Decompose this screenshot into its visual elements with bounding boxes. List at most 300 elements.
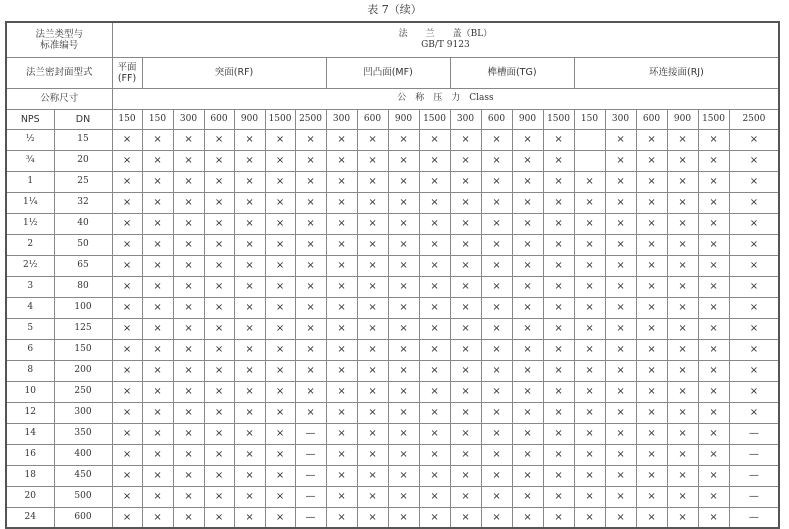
mark-cell: ×: [512, 276, 543, 297]
mark-cell: ×: [173, 129, 204, 150]
class-header: 600: [204, 109, 234, 129]
mark-cell: ×: [326, 255, 357, 276]
mark-cell: ×: [450, 171, 481, 192]
mark-cell: ×: [667, 381, 698, 402]
mark-cell: ×: [295, 192, 326, 213]
class-header: 300: [326, 109, 357, 129]
mark-cell: ×: [574, 213, 605, 234]
mark-cell: ×: [605, 234, 636, 255]
mark-cell: ×: [173, 234, 204, 255]
mark-cell: ×: [234, 465, 265, 486]
mark-cell: —: [295, 486, 326, 507]
flange-table: [5, 21, 780, 529]
mark-cell: ×: [142, 486, 173, 507]
mark-cell: ×: [636, 486, 667, 507]
mark-cell: ×: [698, 360, 729, 381]
seal-type-label: 法兰密封面型式: [6, 57, 112, 88]
mark-cell: ×: [234, 318, 265, 339]
mark-cell: ×: [698, 192, 729, 213]
mark-cell: —: [729, 465, 779, 486]
mark-cell: ×: [388, 213, 419, 234]
mark-cell: ×: [729, 276, 779, 297]
mark-cell: ×: [450, 507, 481, 528]
mark-cell: ×: [419, 297, 450, 318]
mark-cell: ×: [729, 360, 779, 381]
mark-cell: ×: [357, 129, 388, 150]
mark-cell: ×: [667, 255, 698, 276]
mark-cell: ×: [234, 360, 265, 381]
mark-cell: ×: [357, 507, 388, 528]
mark-cell: ×: [112, 507, 142, 528]
mark-cell: ×: [512, 444, 543, 465]
mark-cell: ×: [326, 360, 357, 381]
mark-cell: ×: [667, 318, 698, 339]
mark-cell: ×: [698, 402, 729, 423]
mark-cell: ×: [204, 318, 234, 339]
mark-cell: ×: [543, 213, 574, 234]
mark-cell: ×: [326, 381, 357, 402]
mark-cell: —: [295, 423, 326, 444]
mark-cell: ×: [481, 381, 512, 402]
mark-cell: ×: [729, 381, 779, 402]
mark-cell: ×: [326, 276, 357, 297]
mark-cell: ×: [112, 402, 142, 423]
mark-cell: ×: [419, 486, 450, 507]
mark-cell: ×: [326, 339, 357, 360]
mark-cell: ×: [636, 171, 667, 192]
mark-cell: ×: [142, 255, 173, 276]
mark-cell: ×: [112, 297, 142, 318]
nominal-size-label: 公称尺寸: [6, 88, 112, 109]
dn-cell: 15: [54, 129, 112, 150]
mark-cell: ×: [204, 297, 234, 318]
mark-cell: ×: [265, 276, 295, 297]
mark-cell: ×: [388, 192, 419, 213]
mark-cell: ×: [112, 381, 142, 402]
mark-cell: ×: [388, 276, 419, 297]
mark-cell: ×: [574, 381, 605, 402]
nps-cell: 8: [6, 360, 54, 381]
mark-cell: ×: [204, 192, 234, 213]
mark-cell: ×: [636, 318, 667, 339]
mark-cell: ×: [357, 276, 388, 297]
mark-cell: ×: [605, 444, 636, 465]
mark-cell: ×: [450, 465, 481, 486]
mark-cell: ×: [265, 360, 295, 381]
mark-cell: ×: [667, 171, 698, 192]
mark-cell: ×: [112, 465, 142, 486]
mark-cell: ×: [667, 465, 698, 486]
mark-cell: ×: [295, 171, 326, 192]
mark-cell: ×: [481, 234, 512, 255]
mark-cell: ×: [574, 297, 605, 318]
mark-cell: ×: [605, 318, 636, 339]
mark-cell: ×: [204, 171, 234, 192]
mark-cell: ×: [636, 339, 667, 360]
table-row: [6, 171, 779, 192]
mark-cell: ×: [698, 318, 729, 339]
mark-cell: ×: [204, 150, 234, 171]
mark-cell: ×: [574, 171, 605, 192]
mark-cell: ×: [667, 234, 698, 255]
mark-cell: ×: [326, 402, 357, 423]
mark-cell: ×: [357, 465, 388, 486]
mark-cell: ×: [543, 129, 574, 150]
nps-cell: 20: [6, 486, 54, 507]
mark-cell: ×: [357, 360, 388, 381]
mark-cell: ×: [357, 444, 388, 465]
mark-cell: ×: [667, 444, 698, 465]
mark-cell: ×: [295, 276, 326, 297]
mark-cell: ×: [326, 150, 357, 171]
table-row: [6, 465, 779, 486]
dn-cell: 65: [54, 255, 112, 276]
mark-cell: ×: [667, 150, 698, 171]
mark-cell: ×: [636, 276, 667, 297]
mark-cell: ×: [481, 255, 512, 276]
mark-cell: ×: [698, 234, 729, 255]
mark-cell: ×: [204, 255, 234, 276]
mark-cell: ×: [729, 297, 779, 318]
mark-cell: ×: [204, 465, 234, 486]
mark-cell: ×: [481, 360, 512, 381]
mark-cell: ×: [173, 402, 204, 423]
mark-cell: ×: [204, 213, 234, 234]
mark-cell: ×: [450, 192, 481, 213]
mark-cell: ×: [204, 129, 234, 150]
mark-cell: ×: [574, 192, 605, 213]
mark-cell: ×: [512, 381, 543, 402]
table-row: [6, 402, 779, 423]
mark-cell: ×: [450, 486, 481, 507]
mark-cell: ×: [574, 276, 605, 297]
mark-cell: ×: [357, 234, 388, 255]
class-header: 900: [512, 109, 543, 129]
mark-cell: ×: [388, 507, 419, 528]
mark-cell: ×: [265, 402, 295, 423]
mark-cell: ×: [481, 171, 512, 192]
mark-cell: ×: [265, 255, 295, 276]
mark-cell: ×: [481, 150, 512, 171]
mark-cell: ×: [605, 465, 636, 486]
mark-cell: ×: [636, 360, 667, 381]
table-caption: 表 7（续）: [367, 3, 422, 16]
mark-cell: ×: [543, 423, 574, 444]
mark-cell: ×: [512, 255, 543, 276]
dn-cell: 250: [54, 381, 112, 402]
mark-cell: ×: [574, 423, 605, 444]
class-header: 1500: [698, 109, 729, 129]
mark-cell: ×: [574, 402, 605, 423]
mark-cell: ×: [265, 381, 295, 402]
mark-cell: ×: [419, 339, 450, 360]
mark-cell: ×: [112, 192, 142, 213]
dn-cell: 20: [54, 150, 112, 171]
mark-cell: ×: [419, 381, 450, 402]
mark-cell: ×: [265, 171, 295, 192]
nps-cell: 2: [6, 234, 54, 255]
mark-cell: ×: [481, 129, 512, 150]
mark-cell: ×: [419, 234, 450, 255]
mark-cell: ×: [173, 360, 204, 381]
mark-cell: ×: [636, 255, 667, 276]
facing-header: 环连接面(RJ): [574, 57, 779, 88]
mark-cell: —: [729, 507, 779, 528]
table-row: [6, 444, 779, 465]
mark-cell: ×: [667, 402, 698, 423]
mark-cell: ×: [388, 129, 419, 150]
mark-cell: ×: [574, 339, 605, 360]
nps-cell: 2½: [6, 255, 54, 276]
mark-cell: ×: [142, 381, 173, 402]
dn-cell: 32: [54, 192, 112, 213]
mark-cell: ×: [173, 486, 204, 507]
mark-cell: —: [295, 465, 326, 486]
mark-cell: ×: [112, 423, 142, 444]
mark-cell: ×: [512, 507, 543, 528]
mark-cell: ×: [204, 276, 234, 297]
nps-cell: ¾: [6, 150, 54, 171]
mark-cell: ×: [326, 234, 357, 255]
mark-cell: ×: [234, 276, 265, 297]
mark-cell: ×: [173, 255, 204, 276]
mark-cell: ×: [636, 507, 667, 528]
mark-cell: ×: [636, 234, 667, 255]
mark-cell: ×: [729, 129, 779, 150]
mark-cell: ×: [543, 465, 574, 486]
mark-cell: ×: [481, 423, 512, 444]
table-row: [6, 234, 779, 255]
mark-cell: ×: [326, 423, 357, 444]
mark-cell: ×: [419, 150, 450, 171]
mark-cell: ×: [481, 486, 512, 507]
mark-cell: ×: [450, 150, 481, 171]
mark-cell: ×: [295, 213, 326, 234]
mark-cell: ×: [450, 255, 481, 276]
mark-cell: ×: [481, 339, 512, 360]
table-row: [6, 276, 779, 297]
dn-header: DN: [54, 109, 112, 129]
mark-cell: ×: [543, 381, 574, 402]
mark-cell: ×: [204, 423, 234, 444]
mark-cell: ×: [142, 297, 173, 318]
class-header: 300: [450, 109, 481, 129]
mark-cell: ×: [295, 360, 326, 381]
mark-cell: ×: [388, 444, 419, 465]
mark-cell: ×: [142, 423, 173, 444]
mark-cell: ×: [481, 402, 512, 423]
mark-cell: ×: [419, 213, 450, 234]
mark-cell: ×: [234, 486, 265, 507]
mark-cell: ×: [173, 276, 204, 297]
mark-cell: ×: [698, 507, 729, 528]
mark-cell: ×: [112, 234, 142, 255]
mark-cell: ×: [388, 150, 419, 171]
mark-cell: ×: [204, 360, 234, 381]
mark-cell: ×: [543, 402, 574, 423]
dn-cell: 150: [54, 339, 112, 360]
mark-cell: ×: [388, 171, 419, 192]
nps-cell: 14: [6, 423, 54, 444]
mark-cell: ×: [142, 276, 173, 297]
mark-cell: ×: [605, 213, 636, 234]
dn-cell: 125: [54, 318, 112, 339]
mark-cell: —: [295, 507, 326, 528]
mark-cell: ×: [234, 402, 265, 423]
mark-cell: ×: [512, 318, 543, 339]
mark-cell: ×: [265, 234, 295, 255]
mark-cell: ×: [574, 255, 605, 276]
mark-cell: ×: [173, 339, 204, 360]
mark-cell: ×: [481, 297, 512, 318]
mark-cell: ×: [667, 297, 698, 318]
mark-cell: ×: [729, 234, 779, 255]
mark-cell: ×: [388, 297, 419, 318]
mark-cell: ×: [204, 402, 234, 423]
mark-cell: ×: [295, 297, 326, 318]
table-row: [6, 297, 779, 318]
mark-cell: ×: [605, 402, 636, 423]
mark-cell: ×: [698, 276, 729, 297]
mark-cell: ×: [574, 318, 605, 339]
facing-header: 突面(RF): [142, 57, 326, 88]
mark-cell: ×: [605, 276, 636, 297]
mark-cell: ×: [543, 171, 574, 192]
class-header: 300: [605, 109, 636, 129]
mark-cell: ×: [204, 234, 234, 255]
mark-cell: ×: [173, 213, 204, 234]
dn-cell: 500: [54, 486, 112, 507]
mark-cell: ×: [234, 423, 265, 444]
mark-cell: ×: [388, 234, 419, 255]
table-row: [6, 318, 779, 339]
mark-cell: ×: [419, 171, 450, 192]
nps-cell: ½: [6, 129, 54, 150]
mark-cell: ×: [729, 213, 779, 234]
facing-header: 平面 (FF): [112, 57, 142, 88]
dn-cell: 200: [54, 360, 112, 381]
mark-cell: ×: [295, 339, 326, 360]
mark-cell: ×: [574, 360, 605, 381]
mark-cell: ×: [512, 213, 543, 234]
mark-cell: ×: [729, 171, 779, 192]
mark-cell: ×: [142, 507, 173, 528]
mark-cell: ×: [698, 297, 729, 318]
table-row: [6, 507, 779, 528]
dn-cell: 450: [54, 465, 112, 486]
mark-cell: ×: [234, 339, 265, 360]
mark-cell: ×: [142, 360, 173, 381]
mark-cell: ×: [204, 486, 234, 507]
mark-cell: ×: [574, 444, 605, 465]
mark-cell: ×: [450, 381, 481, 402]
mark-cell: ×: [419, 192, 450, 213]
mark-cell: ×: [698, 129, 729, 150]
mark-cell: ×: [698, 465, 729, 486]
mark-cell: ×: [729, 318, 779, 339]
dn-cell: 25: [54, 171, 112, 192]
mark-cell: ×: [419, 276, 450, 297]
facing-header: 榫槽面(TG): [450, 57, 574, 88]
pressure-class-label: 公 称 压 力 Class: [112, 88, 779, 109]
mark-cell: ×: [388, 486, 419, 507]
mark-cell: ×: [112, 360, 142, 381]
mark-cell: ×: [512, 192, 543, 213]
mark-cell: ×: [326, 213, 357, 234]
mark-cell: ×: [481, 213, 512, 234]
dn-cell: 100: [54, 297, 112, 318]
mark-cell: ×: [543, 192, 574, 213]
mark-cell: ×: [112, 276, 142, 297]
mark-cell: ×: [667, 129, 698, 150]
mark-cell: —: [729, 423, 779, 444]
mark-cell: ×: [295, 381, 326, 402]
mark-cell: ×: [543, 255, 574, 276]
table-row: [6, 192, 779, 213]
mark-cell: ×: [142, 339, 173, 360]
nps-cell: 16: [6, 444, 54, 465]
mark-cell: ×: [265, 486, 295, 507]
dn-cell: 300: [54, 402, 112, 423]
table-row: [6, 129, 779, 150]
mark-cell: ×: [698, 381, 729, 402]
mark-cell: ×: [605, 297, 636, 318]
mark-cell: ×: [512, 171, 543, 192]
mark-cell: ×: [636, 402, 667, 423]
mark-cell: ×: [234, 192, 265, 213]
mark-cell: ×: [388, 255, 419, 276]
mark-cell: —: [729, 444, 779, 465]
class-header: 1500: [419, 109, 450, 129]
mark-cell: ×: [326, 297, 357, 318]
mark-cell: ×: [112, 339, 142, 360]
mark-cell: ×: [698, 171, 729, 192]
class-header: 2500: [295, 109, 326, 129]
mark-cell: [574, 150, 605, 171]
mark-cell: ×: [357, 402, 388, 423]
mark-cell: ×: [667, 276, 698, 297]
table-row: [6, 423, 779, 444]
mark-cell: ×: [636, 423, 667, 444]
mark-cell: ×: [142, 192, 173, 213]
mark-cell: ×: [605, 381, 636, 402]
dn-cell: 50: [54, 234, 112, 255]
mark-cell: ×: [605, 192, 636, 213]
mark-cell: ×: [265, 507, 295, 528]
mark-cell: ×: [204, 381, 234, 402]
class-header: 900: [388, 109, 419, 129]
mark-cell: ×: [173, 423, 204, 444]
mark-cell: ×: [357, 192, 388, 213]
mark-cell: ×: [173, 507, 204, 528]
mark-cell: ×: [234, 444, 265, 465]
mark-cell: ×: [605, 507, 636, 528]
mark-cell: ×: [636, 192, 667, 213]
mark-cell: ×: [265, 339, 295, 360]
mark-cell: ×: [142, 234, 173, 255]
nps-cell: 18: [6, 465, 54, 486]
mark-cell: ×: [173, 465, 204, 486]
mark-cell: ×: [388, 381, 419, 402]
mark-cell: ×: [605, 360, 636, 381]
mark-cell: ×: [636, 297, 667, 318]
mark-cell: ×: [173, 171, 204, 192]
mark-cell: ×: [636, 129, 667, 150]
mark-cell: ×: [419, 402, 450, 423]
mark-cell: ×: [450, 423, 481, 444]
mark-cell: ×: [419, 255, 450, 276]
class-header: 150: [112, 109, 142, 129]
